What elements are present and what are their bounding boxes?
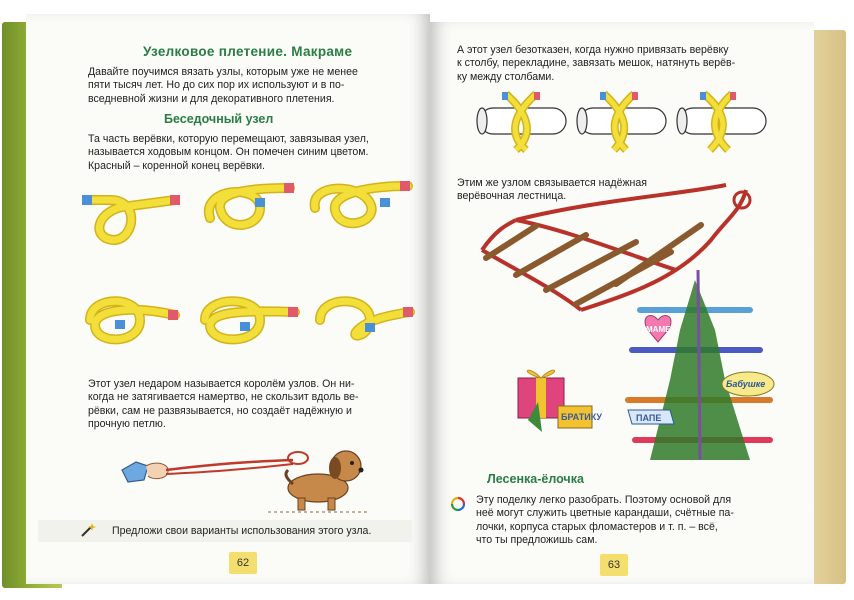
pipe-knot-2 — [577, 92, 666, 150]
bowline-steps-row-1 — [80, 178, 410, 258]
pipe-knot-1 — [477, 92, 566, 150]
dog-on-leash-illustration — [118, 440, 378, 515]
knot-step-5 — [205, 301, 298, 339]
tag-brother: БРАТИКУ — [561, 412, 603, 422]
clove-hitch-illustrations — [476, 92, 776, 152]
magic-wand-icon — [80, 522, 96, 538]
ladder-paragraph: Этим же узлом связывается надёжная верёвочная лестница. — [457, 177, 648, 203]
page-number-right: 63 — [600, 554, 628, 576]
ladder-tree-paragraph: Эту поделку легко разобрать. Поэтому основой для неё могут служить цветные карандаши, счётные па- лочки, корпуса старых фломастеров и т. п. – всё, что ты предложишь сам. — [476, 494, 734, 546]
recycle-icon — [450, 496, 466, 512]
tag-dad: ПАПЕ — [636, 413, 662, 423]
gift-box-illustration — [508, 362, 608, 442]
king-of-knots-paragraph: Этот узел недаром называется королём узлов. Он ни- когда не затягивается намертво, не скользит вдоль ве- рёвки, сам не развязывается, но создаёт надёжную и прочную петлю. — [88, 378, 359, 430]
tag-mom: МАМЕ — [646, 325, 671, 334]
bowline-paragraph: Та часть верёвки, которую перемещают, завязывая узел, называется ходовым концом. Он помечен синим цветом. Красный – коренной конец верёвки. — [88, 133, 369, 172]
intro-paragraph: Давайте поучимся вязать узлы, которым уже не менее пяти тысяч лет. Но до сих пор их используют и в по- вседневной жизни и для декоративного плетения. — [88, 66, 358, 105]
task-text: Предложи свои варианты использования этого узла. — [112, 525, 372, 537]
pipe-knot-3 — [677, 92, 766, 150]
page-number-left: 62 — [229, 552, 257, 574]
ladder-tree-craft — [620, 270, 790, 480]
knot-step-3 — [315, 181, 410, 223]
section-title-bowline: Беседочный узел — [164, 112, 274, 126]
tag-grandma: Бабушке — [726, 379, 766, 389]
clove-hitch-paragraph: А этот узел безотказен, когда нужно привязать верёвку к столбу, перекладине, завязать мешок, натянуть верёв- ку между столбами. — [457, 44, 736, 83]
page-title: Узелковое плетение. Макраме — [143, 44, 353, 59]
knot-step-4 — [90, 301, 178, 339]
section-title-ladder-tree: Лесенка-ёлочка — [487, 472, 584, 486]
bowline-steps-row-2 — [80, 290, 410, 360]
knot-step-6 — [320, 301, 413, 335]
knot-step-1 — [82, 195, 180, 240]
knot-step-2 — [209, 183, 294, 225]
